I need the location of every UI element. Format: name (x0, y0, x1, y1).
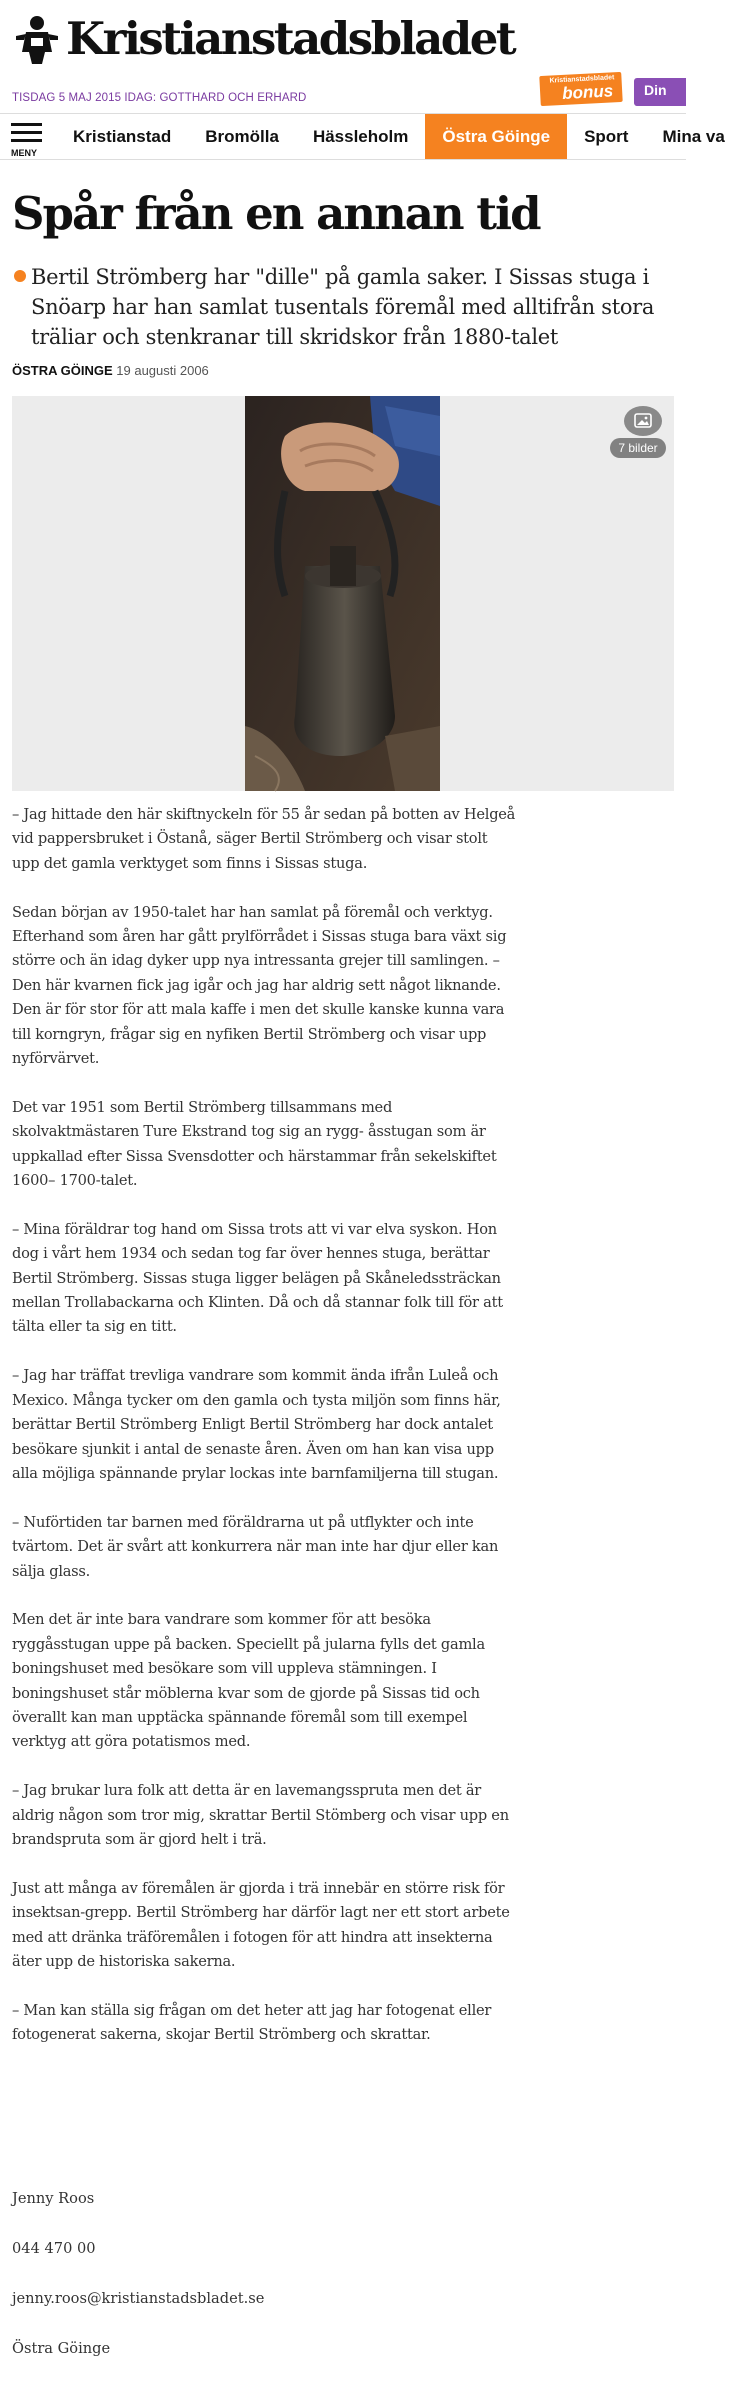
nav-item-sport[interactable]: Sport (584, 127, 629, 146)
body-paragraph: Sedan början av 1950-talet har han samlat på föremål och verktyg. Efterhand som åren har gått prylförrådet i Sissas stuga bara växt sig större och än idag dyker upp nya intressanta grejer till samlingen. – Den här kvarnen fick jag igår och jag har aldrig sett något liknande. Den är för stor för att mala kaffe i men det skulle kanske kunna vara till korngryn, frågar sig en nyfiken Bertil Strömberg och visar upp nyförvärvet. (12, 903, 507, 1068)
article-photo (245, 396, 440, 791)
logo-emblem-icon (12, 12, 62, 66)
body-paragraph: Just att många av föremålen är gjorda i trä innebär en större risk för insektsan-grepp. Bertil Strömberg har därför lagt ner ett stort arbete med att dränka träföremålen i fotogen för att hindra att insekterna äter upp de historiska sakerna. (12, 1879, 510, 1970)
lead-text: Bertil Strömberg har "dille" på gamla saker. I Sissas stuga i Snöarp har han samlat tusentals föremål med alltifrån stora träliar och stenkranar till skridskor från 1880-talet (31, 265, 655, 349)
body-paragraph: – Jag har träffat trevliga vandrare som kommit ända ifrån Luleå och Mexico. Många tycker om den gamla och tysta miljön som finns här, berättar Bertil Strömberg Enligt Bertil Strömberg har dock antalet besökare sjunkit i antal de senaste åren. Även om han kan visa upp alla möjliga spännande prylar lockas inte barnfamiljerna till stugan. (12, 1367, 501, 1482)
author-name: Jenny Roos (12, 2190, 95, 2207)
nav-item-kristianstad[interactable]: Kristianstad (73, 127, 172, 146)
nameday: IDAG: GOTTHARD OCH ERHARD (124, 92, 307, 104)
body-paragraph: – Jag brukar lura folk att detta är en lavemangsspruta men det är aldrig någon som tror mig, skrattar Bertil Stömberg och visar upp en brandspruta som är gjord helt i trä. (12, 1782, 509, 1848)
nav-item-bromolla[interactable]: Bromölla (205, 127, 279, 146)
partner-badge[interactable] (634, 78, 686, 106)
lead-bullet-icon (14, 270, 26, 282)
menu-icon-bar (11, 123, 42, 126)
body-paragraph: Det var 1951 som Bertil Strömberg tillsammans med skolvaktmästaren Ture Ekstrand tog sig an rygg- åsstugan som är uppkallad efter Sissa Svensdotter och härstammar från sekelskiftet 1600– 1700-talet. (12, 1098, 497, 1190)
menu-icon-bar (11, 139, 42, 142)
site-logo[interactable] (12, 12, 514, 66)
image-icon (624, 406, 662, 436)
menu-button[interactable] (8, 122, 48, 158)
author-info (12, 2187, 512, 2387)
site-name: Kristianstadsbladet (66, 12, 515, 65)
body-paragraph: – Mina föräldrar tog hand om Sissa trots att vi var elva syskon. Hon dog i vårt hem 1934 och sedan tog far över hennes stuga, berättar Bertil Strömberg. Sissas stuga ligger belägen på Skåneledssträckan mellan Trollabackarna och Klinten. Då och då stannar folk till för att tälta eller ta sig en titt. (12, 1220, 503, 1336)
main-nav (0, 113, 725, 160)
bonus-badge-label: bonus (561, 81, 614, 103)
body-paragraph: – Jag hittade den här skiftnyckeln för 55 år sedan på botten av Helgeå vid pappersbruket i Östanå, säger Bertil Strömberg och visar stolt upp det gamla verktyget som finns i Sissas stuga. (12, 806, 516, 872)
byline (12, 363, 209, 378)
article-body (12, 803, 517, 2072)
body-paragraph: – Nuförtiden tar barnen med föräldrarna ut på utflykter och inte tvärtom. Det är svårt att konkurrera när man inte har djur eller kan sälja glass. (12, 1513, 499, 1580)
image-count-badge[interactable]: 7 bilder (610, 438, 666, 458)
body-paragraph: Men det är inte bara vandrare som kommer för att besöka ryggåsstugan uppe på backen. Speciellt på jularna fylls det gamla boningshuset med besökare som vill uppleva stämningen. I boningshuset står möblerna kvar som de gjorde på Sissas tid och överallt kan man upptäcka spännande föremål som till exempel verktyg att göra potatismos med. (12, 1611, 485, 1751)
nav-items (56, 114, 742, 159)
current-date: TISDAG 5 MAJ 2015 (12, 92, 122, 104)
menu-icon-bar (11, 131, 42, 134)
masthead (0, 0, 686, 104)
menu-label: MENY (11, 148, 38, 158)
bonus-badge-brand: Kristianstadsbladet (549, 74, 615, 85)
nav-item-mina-val[interactable]: Mina va (662, 127, 725, 146)
author-phone: 044 470 00 (12, 2240, 96, 2257)
author-area: Östra Göinge (12, 2340, 111, 2357)
article-lead (12, 262, 680, 352)
section-link[interactable]: ÖSTRA GÖINGE (12, 363, 113, 378)
nav-item-hassleholm[interactable]: Hässleholm (312, 127, 409, 146)
author-email-link[interactable]: jenny.roos@kristianstadsbladet.se (12, 2290, 265, 2307)
bonus-badge[interactable] (539, 72, 622, 106)
body-paragraph: – Man kan ställa sig frågan om det heter att jag har fotogenat eller fotogenerat sakerna, skojar Bertil Strömberg och skrattar. (12, 2001, 492, 2044)
article-headline: Spår från en annan tid (12, 187, 540, 240)
gallery-icon[interactable] (624, 406, 662, 436)
date-line (12, 92, 306, 104)
partner-badge-label: Din (644, 82, 667, 98)
article-image-gallery[interactable] (12, 396, 674, 791)
publish-date: 19 augusti 2006 (116, 363, 209, 378)
nav-item-ostra-goinge[interactable]: Östra Göinge (425, 114, 567, 159)
